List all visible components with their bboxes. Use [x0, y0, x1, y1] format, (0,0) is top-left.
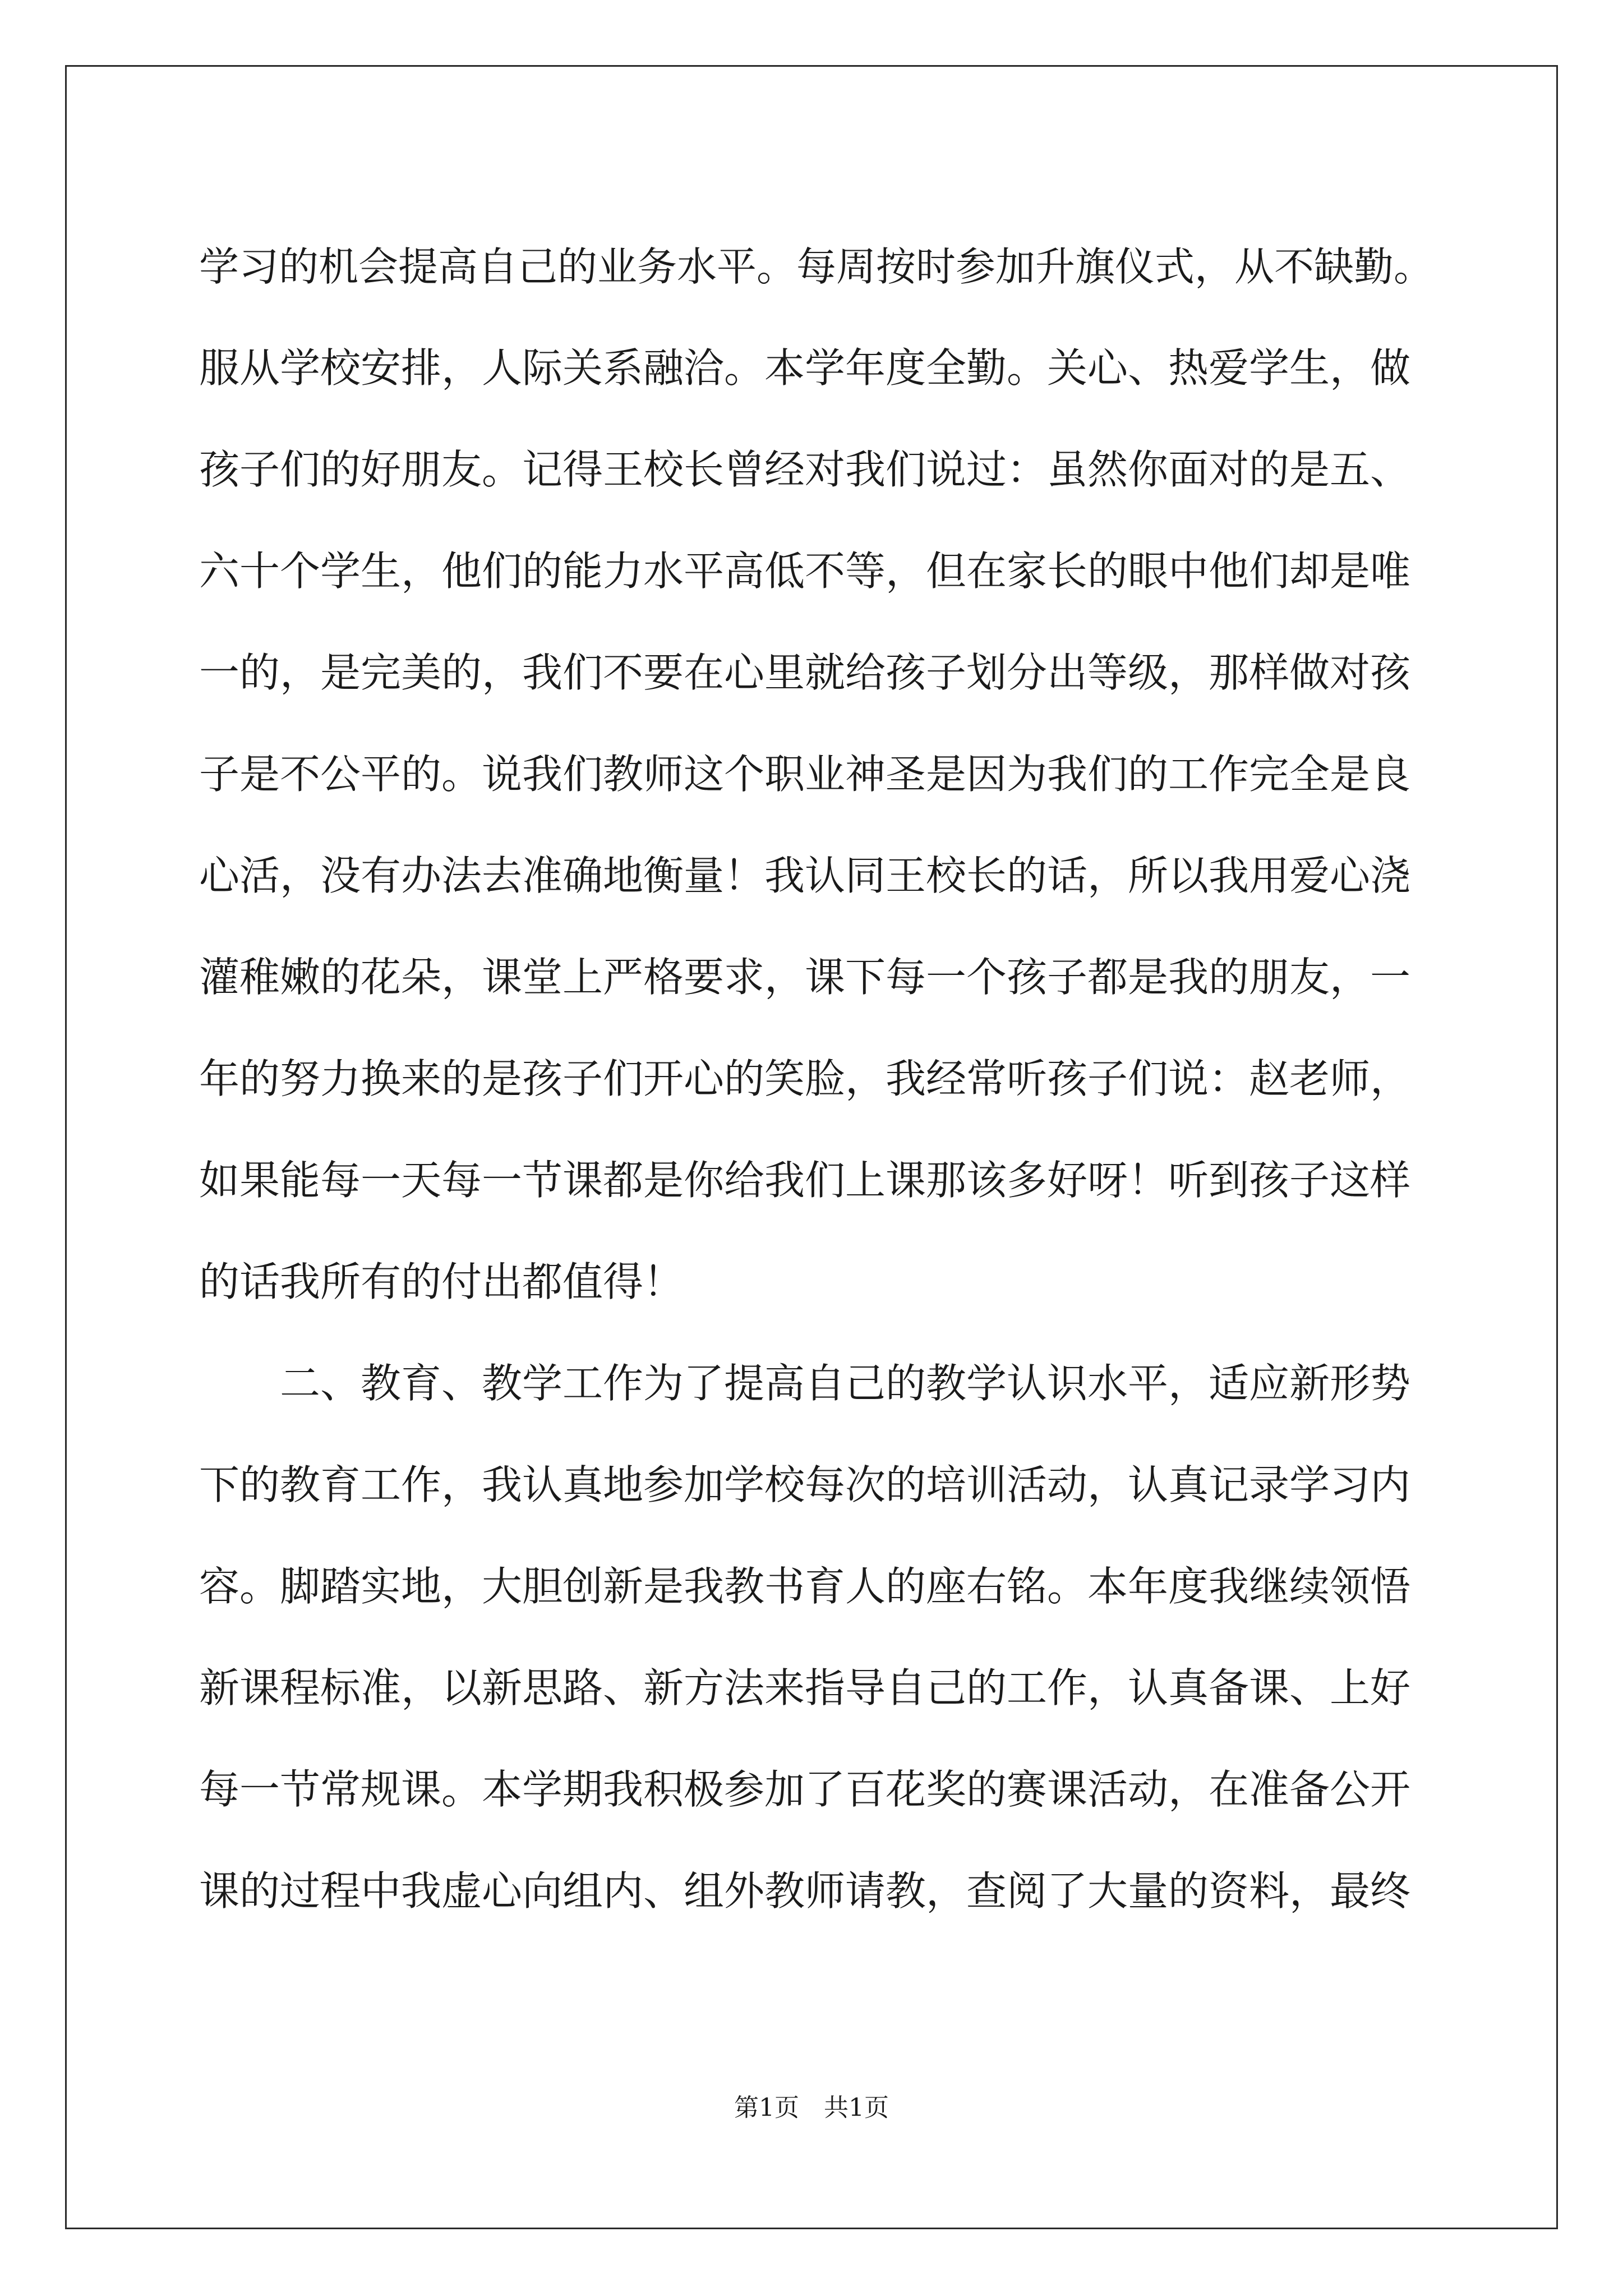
text-line: 课的过程中我虚心向组内、组外教师请教，查阅了大量的资料，最终	[199, 1867, 1411, 1915]
text-line: 的话我所有的付出都值得！	[199, 1258, 684, 1305]
text-line: 如果能每一天每一节课都是你给我们上课那该多好呀！听到孩子这样	[199, 1157, 1411, 1204]
text-line: 容。脚踏实地，大胆创新是我教书育人的座右铭。本年度我继续领悟	[199, 1563, 1411, 1610]
text-line: 二、教育、教学工作为了提高自己的教学认识水平，适应新形势	[199, 1360, 1411, 1407]
text-line: 新课程标准，以新思路、新方法来指导自己的工作，认真备课、上好	[199, 1664, 1411, 1711]
text-line: 心活，没有办法去准确地衡量！我认同王校长的话，所以我用爱心浇	[199, 852, 1411, 899]
text-line: 一的，是完美的，我们不要在心里就给孩子划分出等级，那样做对孩	[199, 649, 1411, 696]
text-line: 孩子们的好朋友。记得王校长曾经对我们说过：虽然你面对的是五、	[199, 446, 1411, 493]
text-line: 年的努力换来的是孩子们开心的笑脸，我经常听孩子们说：赵老师，	[199, 1055, 1411, 1102]
text-line: 每一节常规课。本学期我积极参加了百花奖的赛课活动，在准备公开	[199, 1766, 1411, 1813]
text-line: 六十个学生，他们的能力水平高低不等，但在家长的眼中他们却是唯	[199, 547, 1411, 595]
document-body	[199, 216, 1450, 1942]
text-line: 学习的机会提高自己的业务水平。每周按时参加升旗仪式，从不缺勤。	[199, 243, 1434, 290]
page-number-footer: 第1页 共1页	[734, 2093, 889, 2122]
text-line: 下的教育工作，我认真地参加学校每次的培训活动，认真记录学习内	[199, 1461, 1411, 1508]
text-line: 灌稚嫩的花朵，课堂上严格要求，课下每一个孩子都是我的朋友，一	[199, 954, 1411, 1001]
text-line: 服从学校安排，人际关系融洽。本学年度全勤。关心、热爱学生，做	[199, 344, 1411, 392]
text-line: 子是不公平的。说我们教师这个职业神圣是因为我们的工作完全是良	[199, 751, 1411, 798]
